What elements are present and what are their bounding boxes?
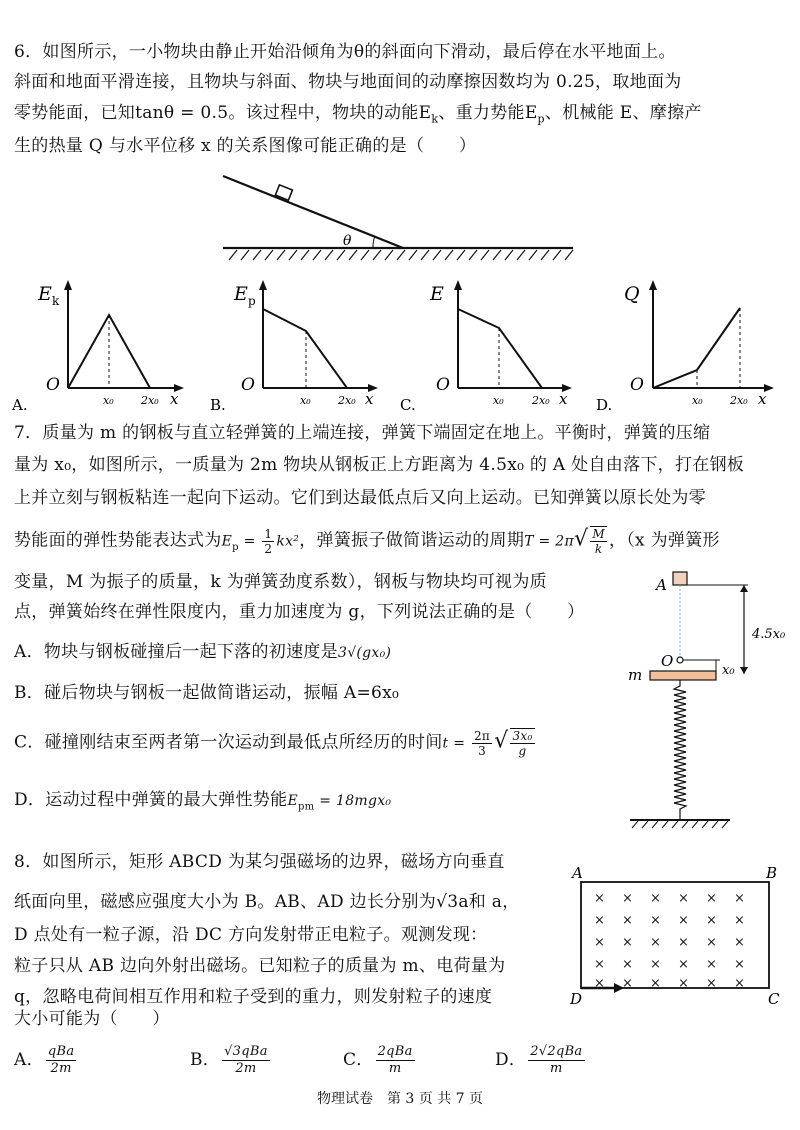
field-cross: × <box>734 957 745 972</box>
field-cross: × <box>706 976 717 991</box>
field-cross: × <box>706 913 717 928</box>
graph-c-origin: O <box>436 375 450 395</box>
q7-option-d-sub: pm <box>297 801 315 813</box>
q8-option-a-num: qBa <box>47 1044 75 1059</box>
q7-line-4: 势能面的弹性势能表达式为$E_p$ = $\frac{1}{2}$ kx²，弹簧振子做简谐运动的周期T = 2π√ $\frac{M}{k}$ ，（x 为弹簧形 <box>14 526 720 556</box>
q7-option-c-den: 3 <box>478 743 487 758</box>
graph-c-ylabel: E <box>430 283 444 305</box>
q8-option-b-num: √3qBa <box>224 1044 268 1059</box>
q7-option-a-text: A．物块与钢板碰撞后一起下落的初速度是 <box>14 642 338 662</box>
graph-b-tick1: x₀ <box>300 394 311 407</box>
q7-line-6: 点，弹簧始终在弹性限度内，重力加速度为 g，下列说法正确的是（ ） <box>14 602 585 622</box>
q7-ep-den: 2 <box>264 541 273 556</box>
graph-d-xlabel: x <box>758 390 767 408</box>
q7-option-d-val: = 18mgx₀ <box>314 793 392 809</box>
field-cross: × <box>678 935 689 950</box>
q8-option-a-label: A． <box>14 1050 44 1070</box>
graph-d-tick2: 2x₀ <box>730 394 748 407</box>
field-cross: × <box>734 935 745 950</box>
q7-option-a-formula: 3√(gx₀) <box>337 645 392 661</box>
spring-fig-m-label: m <box>628 666 643 684</box>
q8-line-2: 纸面向里，磁感应强度大小为 B。AB、AD 边长分别为√3a和 a， <box>14 892 520 912</box>
theta-label: θ <box>343 233 352 249</box>
q7-option-c-num: 2π <box>473 728 491 743</box>
field-cross: × <box>594 957 605 972</box>
rect-corner-c: C <box>768 990 780 1007</box>
field-cross: × <box>678 976 689 991</box>
q7-line-2: 量为 x₀，如图所示，一质量为 2m 物块从钢板正上方距离为 4.5x₀ 的 A 处自由落下，打在钢板 <box>14 455 745 475</box>
page-footer: 物理试卷 第 3 页 共 7 页 <box>316 1091 484 1107</box>
q6-line-4: 生的热量 Q 与水平位移 x 的关系图像可能正确的是（ ） <box>14 136 477 156</box>
field-cross: × <box>594 913 605 928</box>
graph-c-xlabel: x <box>559 390 568 408</box>
q7-ep-formula: E <box>221 533 233 550</box>
graph-c-tick1: x₀ <box>493 394 504 407</box>
q7-option-b: B．碰后物块与钢板一起做简谐运动，振幅 A=6x₀ <box>14 683 400 703</box>
field-cross: × <box>706 935 717 950</box>
graph-d-origin: O <box>630 375 644 395</box>
rect-corner-d: D <box>570 990 583 1007</box>
graph-b-tick2: 2x₀ <box>338 394 356 407</box>
q7-option-d-text: D．运动过程中弹簧的最大弹性势能 <box>14 790 288 810</box>
q6-line-3-text: 零势能面，已知tanθ = 0.5。该过程中，物块的动能E <box>14 103 432 123</box>
q7-option-c: C．碰撞刚结束至两者第一次运动到最低点所经历的时间t = $\frac{2\pi}{3}$ √ $\frac{\text{3x₀}}{g}$ <box>14 728 533 758</box>
field-cross: × <box>734 976 745 991</box>
graph-b-ysub: p <box>248 294 256 308</box>
q7-option-d <box>14 788 391 819</box>
field-cross: × <box>622 957 633 972</box>
falling-block <box>673 572 687 585</box>
graph-c-tick2: 2x₀ <box>532 394 550 407</box>
q7-line-4-a: 势能面的弹性势能表达式为 <box>14 530 222 551</box>
q7-option-c-text: C．碰撞刚结束至两者第一次运动到最低点所经历的时间 <box>14 732 443 753</box>
graph-d-option: D. <box>596 396 613 414</box>
field-cross: × <box>734 891 745 906</box>
incline-figure <box>215 168 585 268</box>
q8-option-c-den: m <box>388 1061 402 1076</box>
q7-option-c-rden: g <box>518 744 527 758</box>
graph-b <box>210 280 378 414</box>
q8-option-b <box>190 1044 272 1077</box>
magnetic-field-figure <box>568 862 788 1007</box>
q7-period-num: M <box>592 527 605 541</box>
q7-period-den: k <box>594 542 603 556</box>
q7-ep-kx: kx² <box>276 533 300 550</box>
graph-a-tick1: x₀ <box>103 394 114 407</box>
field-cross: × <box>678 913 689 928</box>
spring-fig-o-label: O <box>661 652 674 670</box>
steel-plate <box>650 671 716 680</box>
q7-line-4-b: ，弹簧振子做简谐运动的周期 <box>299 530 525 551</box>
q7-option-c-rnum: 3x₀ <box>512 729 533 743</box>
graph-a-xlabel: x <box>170 390 179 408</box>
field-cross: × <box>622 891 633 906</box>
graph-a-ylabel: E <box>38 283 52 305</box>
q7-ep-sub: p <box>232 541 239 553</box>
field-cross: × <box>594 976 605 991</box>
spring-fig-x0: x₀ <box>722 663 735 678</box>
q6-line-3-ep: 、重力势能E <box>438 103 538 123</box>
graph-b-option: B. <box>210 396 226 414</box>
q8-option-d <box>495 1044 587 1077</box>
field-cross: × <box>622 976 633 991</box>
q7-option-c-t: t = <box>442 735 470 752</box>
q8-option-a-den: 2m <box>50 1061 72 1076</box>
graph-a-origin: O <box>46 375 60 395</box>
spring-coil <box>674 680 686 820</box>
rect-corner-a: A <box>572 864 583 882</box>
spring-fig-height: 4.5x₀ <box>752 627 786 642</box>
q6-line-3-rest: 、机械能 E、摩擦产 <box>544 103 702 123</box>
graph-b-origin: O <box>241 375 255 395</box>
field-cross: × <box>678 957 689 972</box>
q8-line-5: q，忽略电荷间相互作用和粒子受到的重力，则发射粒子的速度 <box>14 987 493 1007</box>
q8-option-c-label: C． <box>343 1050 374 1070</box>
q8-option-c-num: 2qBa <box>377 1044 413 1059</box>
field-cross: × <box>650 976 661 991</box>
field-cross: × <box>622 935 633 950</box>
q8-option-d-num: 2√2qBa <box>530 1044 583 1059</box>
q7-ep-eq: = <box>238 533 261 550</box>
q8-option-b-label: B． <box>190 1050 221 1070</box>
q8-line-6: 大小可能为（ ） <box>14 1009 170 1029</box>
q6-line-3 <box>14 101 702 131</box>
field-cross: × <box>650 913 661 928</box>
q7-period-formula: T = 2π <box>524 533 575 550</box>
graph-d-ylabel: Q <box>624 283 640 305</box>
graph-a-tick2: 2x₀ <box>141 394 159 407</box>
q7-option-a <box>14 640 391 665</box>
field-cross: × <box>734 913 745 928</box>
q7-line-1: 7．质量为 m 的钢板与直立轻弹簧的上端连接，弹簧下端固定在地上。平衡时，弹簧的压缩 <box>14 423 711 443</box>
q7-line-3: 上并立刻与钢板粘连一起向下运动。它们到达最低点后又向上运动。已知弹簧以原长处为零 <box>14 488 706 508</box>
field-cross: × <box>650 935 661 950</box>
graph-b-xlabel: x <box>365 390 374 408</box>
q7-line-5: 变量，M 为振子的质量，k 为弹簧劲度系数），钢板与物块均可视为质 <box>14 572 547 592</box>
field-cross: × <box>594 891 605 906</box>
graph-a-option: A. <box>12 396 28 414</box>
field-cross: × <box>594 935 605 950</box>
graph-c-option: C. <box>400 396 416 414</box>
field-crosses <box>594 891 745 991</box>
q8-option-b-den: 2m <box>235 1061 257 1076</box>
graph-a <box>11 280 184 414</box>
graph-d <box>596 280 774 414</box>
q8-line-4: 粒子只从 AB 边向外射出磁场。已知粒子的质量为 m、电荷量为 <box>14 956 506 976</box>
field-cross: × <box>622 913 633 928</box>
q6-graphs <box>10 278 790 418</box>
field-cross: × <box>650 957 661 972</box>
graph-a-ysub: k <box>52 294 60 308</box>
q8-option-c <box>343 1044 417 1077</box>
field-cross: × <box>706 957 717 972</box>
graph-d-tick1: x₀ <box>692 394 703 407</box>
q8-line-1: 8．如图所示，矩形 ABCD 为某匀强磁场的边界，磁场方向垂直 <box>14 852 505 872</box>
spring-figure <box>620 568 795 833</box>
q8-line-3: D 点处有一粒子源，沿 DC 方向发射带正电粒子。观测发现： <box>14 925 488 945</box>
field-cross: × <box>678 891 689 906</box>
graph-c <box>400 280 572 414</box>
field-cross: × <box>706 891 717 906</box>
field-cross: × <box>650 891 661 906</box>
q6-line-1: 6．如图所示，一小物块由静止开始沿倾角为θ的斜面向下滑动，最后停在水平地面上。 <box>14 42 676 62</box>
q6-line-2: 斜面和地面平滑连接，且物块与斜面、物块与地面间的动摩擦因数均为 0.25，取地面为 <box>14 72 682 92</box>
rect-corner-b: B <box>766 864 778 882</box>
q8-option-d-den: m <box>550 1061 563 1076</box>
q7-line-4-c: ，（x 为弹簧形 <box>608 530 720 551</box>
q8-option-a <box>14 1044 78 1077</box>
q8-option-d-label: D． <box>495 1050 527 1070</box>
graph-b-ylabel: E <box>234 283 248 305</box>
q7-option-d-e: E <box>287 793 298 809</box>
q6-ek-sub: k <box>431 112 439 126</box>
spring-fig-a-label: A <box>656 576 667 594</box>
q7-ep-num: 1 <box>264 526 273 541</box>
q6-ep-sub: p <box>537 112 545 126</box>
